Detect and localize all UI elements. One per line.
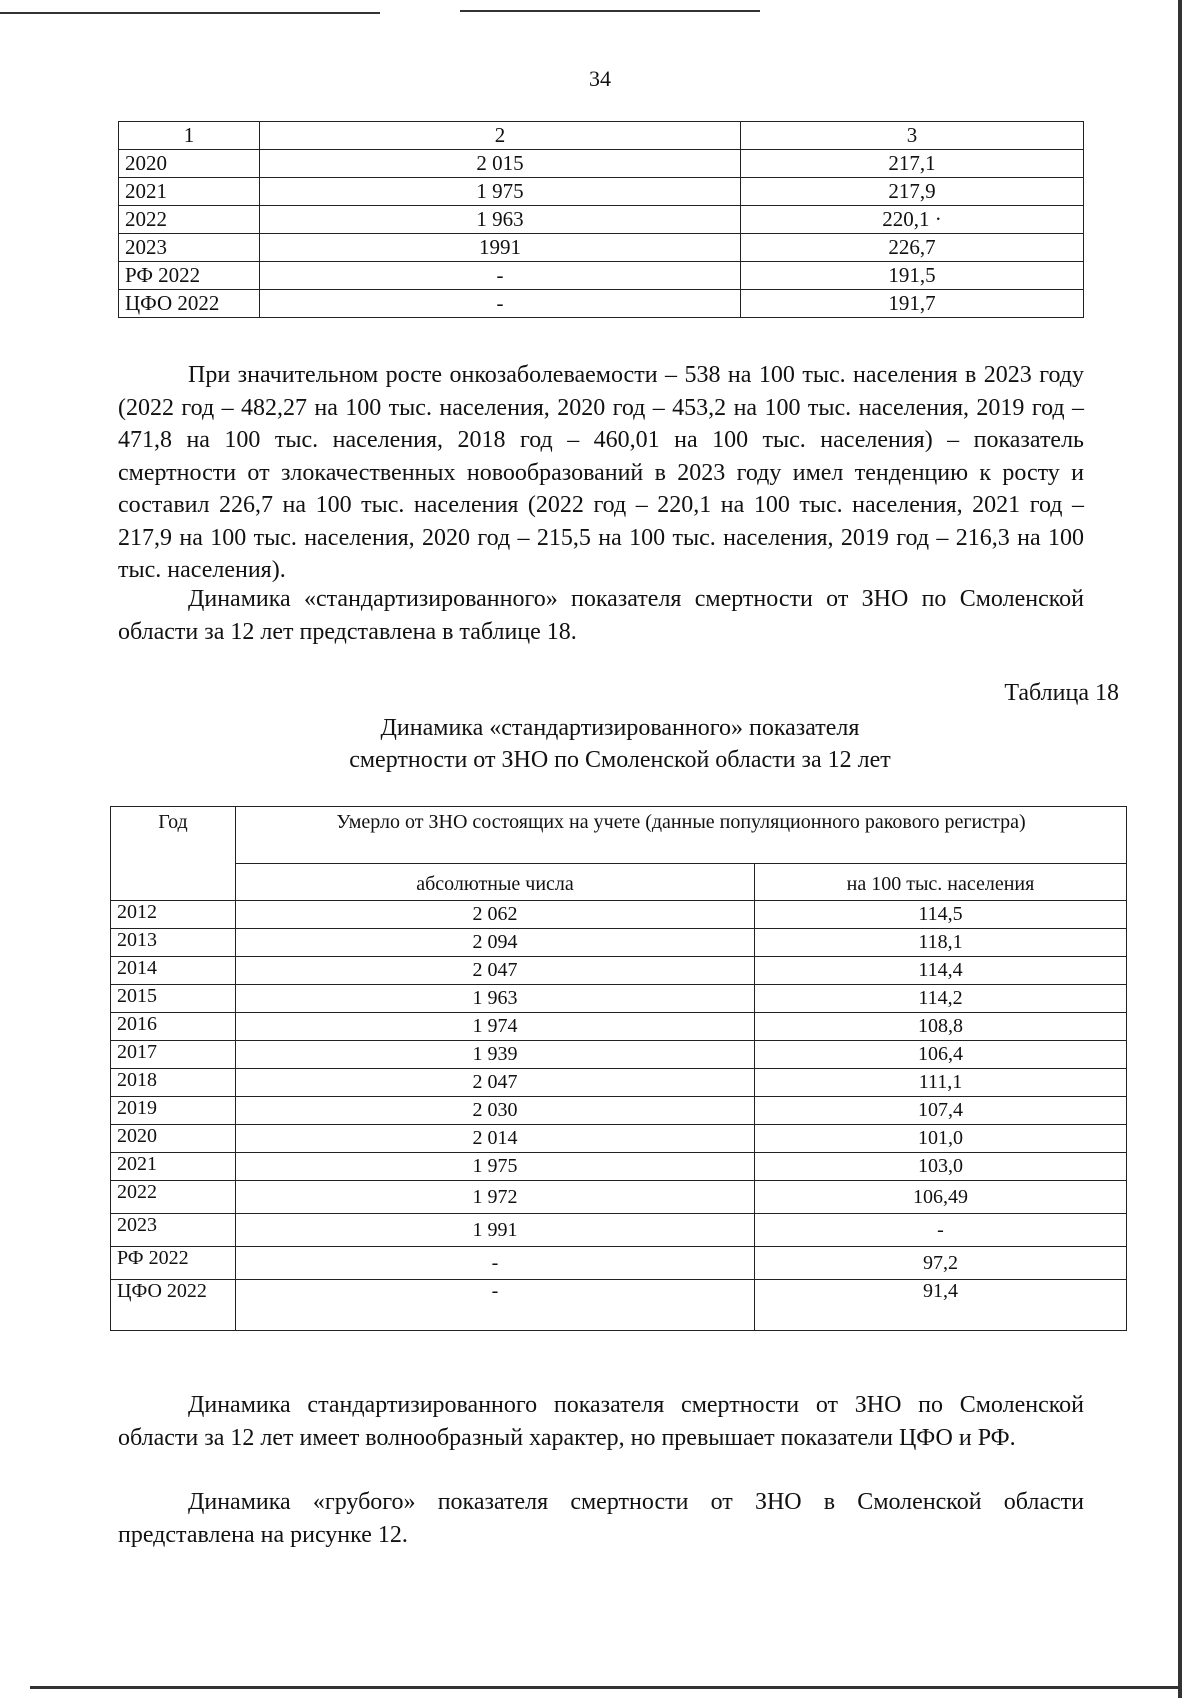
year-cell: 2017: [111, 1041, 236, 1069]
year-cell: 2015: [111, 985, 236, 1013]
value-cell: -: [260, 262, 741, 290]
value-cell: 1 991: [236, 1214, 755, 1247]
year-cell: РФ 2022: [111, 1247, 236, 1280]
header-cell: 1: [119, 122, 260, 150]
year-cell: 2023: [119, 234, 260, 262]
year-cell: 2018: [111, 1069, 236, 1097]
value-cell: 2 094: [236, 929, 755, 957]
value-cell: 118,1: [755, 929, 1127, 957]
table-row: [111, 1069, 1127, 1097]
year-cell: 2012: [111, 901, 236, 929]
table-row: [119, 234, 1084, 262]
value-cell: -: [236, 1247, 755, 1280]
mortality-table-continued: [118, 121, 1084, 318]
header-cell: 3: [741, 122, 1084, 150]
value-cell: 1 939: [236, 1041, 755, 1069]
paragraph-figure-12-ref: Динамика «грубого» показателя смертности от ЗНО в Смоленской области представлена на рисунке 12.: [118, 1489, 1084, 1548]
value-cell: -: [755, 1214, 1127, 1247]
year-cell: 2020: [111, 1125, 236, 1153]
value-cell: 91,4: [755, 1280, 1127, 1331]
year-cell: 2020: [119, 150, 260, 178]
value-cell: 226,7: [741, 234, 1084, 262]
table-row: [111, 1280, 1127, 1331]
year-cell: 2013: [111, 929, 236, 957]
standardized-mortality-table: [110, 806, 1127, 1331]
value-cell: 1991: [260, 234, 741, 262]
value-cell: 2 015: [260, 150, 741, 178]
value-cell: 1 963: [236, 985, 755, 1013]
value-cell: 108,8: [755, 1013, 1127, 1041]
value-cell: 1 972: [236, 1181, 755, 1214]
value-cell: 1 974: [236, 1013, 755, 1041]
year-cell: ЦФО 2022: [111, 1280, 236, 1331]
value-cell: 106,49: [755, 1181, 1127, 1214]
table-row: [119, 290, 1084, 318]
table-title-line: Динамика «стандартизированного» показателя: [380, 715, 860, 741]
header-per-100k: на 100 тыс. населения: [755, 864, 1127, 901]
value-cell: 114,2: [755, 985, 1127, 1013]
year-cell: 2023: [111, 1214, 236, 1247]
scan-artifact-top-right: [460, 10, 760, 12]
table-header-row: [111, 807, 1127, 864]
table-row: [111, 1153, 1127, 1181]
table-header-row: [111, 864, 1127, 901]
header-cell: 2: [260, 122, 741, 150]
table-row: [111, 1041, 1127, 1069]
scan-artifact-top: [0, 12, 380, 14]
value-cell: 1 963: [260, 206, 741, 234]
value-cell: 217,9: [741, 178, 1084, 206]
year-cell: 2021: [111, 1153, 236, 1181]
scan-artifact-right-edge: [1178, 0, 1182, 1698]
year-cell: 2019: [111, 1097, 236, 1125]
value-cell: 191,7: [741, 290, 1084, 318]
year-cell: ЦФО 2022: [119, 290, 260, 318]
paragraph-oncology-mortality: При значительном росте онкозаболеваемости – 538 на 100 тыс. населения в 2023 году (2022 год – 482,27 на 100 тыс. населения, 2020 год – 453,2 на 100 тыс. населения, 2019 год – 471,8 на 100 тыс. населения, 2018 год – 460,01 на 100 тыс. населения) – показатель смертности от злокачественных новообразований в 2023 году имел тенденцию к росту и составил 226,7 на 100 тыс. населения (2022 год – 220,1 на 100 тыс. населения, 2021 год – 217,9 на 100 тыс. населения, 2020 год – 215,5 на 100 тыс. населения, 2019 год – 216,3 на 100 тыс. населения).: [118, 362, 1084, 583]
table-caption: Таблица 18: [1004, 680, 1119, 706]
value-cell: 2 014: [236, 1125, 755, 1153]
year-cell: РФ 2022: [119, 262, 260, 290]
table-header-row: [119, 122, 1084, 150]
value-cell: 1 975: [236, 1153, 755, 1181]
year-cell: 2022: [111, 1181, 236, 1214]
scan-artifact-bottom: [30, 1686, 1180, 1689]
value-cell: 114,5: [755, 901, 1127, 929]
header-year: Год: [111, 807, 236, 901]
paragraph-table-18-intro: Динамика «стандартизированного» показателя смертности от ЗНО по Смоленской области за 12 лет представлена в таблице 18.: [118, 586, 1084, 645]
table-row: [119, 178, 1084, 206]
table-title: [0, 712, 1200, 776]
page-number: 34: [589, 66, 611, 91]
value-cell: 97,2: [755, 1247, 1127, 1280]
year-cell: 2014: [111, 957, 236, 985]
table-row: [111, 985, 1127, 1013]
table-row: [119, 206, 1084, 234]
table-row: [111, 1247, 1127, 1280]
table-row: [111, 929, 1127, 957]
table-row: [119, 150, 1084, 178]
value-cell: 103,0: [755, 1153, 1127, 1181]
table-row: [111, 957, 1127, 985]
table-row: [111, 901, 1127, 929]
value-cell: 191,5: [741, 262, 1084, 290]
value-cell: 107,4: [755, 1097, 1127, 1125]
table-row: [111, 1097, 1127, 1125]
year-cell: 2016: [111, 1013, 236, 1041]
value-cell: 217,1: [741, 150, 1084, 178]
value-cell: 2 047: [236, 1069, 755, 1097]
year-cell: 2022: [119, 206, 260, 234]
value-cell: 106,4: [755, 1041, 1127, 1069]
value-cell: -: [260, 290, 741, 318]
value-cell: 111,1: [755, 1069, 1127, 1097]
table-title-line: смертности от ЗНО по Смоленской области за 12 лет: [349, 747, 891, 773]
table-row: [119, 262, 1084, 290]
year-cell: 2021: [119, 178, 260, 206]
value-cell: 2 030: [236, 1097, 755, 1125]
table-row: [111, 1181, 1127, 1214]
value-cell: 114,4: [755, 957, 1127, 985]
paragraph-wave-dynamics: Динамика стандартизированного показателя смертности от ЗНО по Смоленской области за 12 лет имеет волнообразный характер, но превышает показатели ЦФО и РФ.: [118, 1392, 1084, 1451]
value-cell: -: [236, 1280, 755, 1331]
value-cell: 220,1 ·: [741, 206, 1084, 234]
header-absolute: абсолютные числа: [236, 864, 755, 901]
table-row: [111, 1125, 1127, 1153]
value-cell: 101,0: [755, 1125, 1127, 1153]
value-cell: 2 062: [236, 901, 755, 929]
table-row: [111, 1214, 1127, 1247]
value-cell: 1 975: [260, 178, 741, 206]
table-row: [111, 1013, 1127, 1041]
value-cell: 2 047: [236, 957, 755, 985]
header-group: Умерло от ЗНО состоящих на учете (данные популяционного ракового регистра): [236, 807, 1127, 864]
